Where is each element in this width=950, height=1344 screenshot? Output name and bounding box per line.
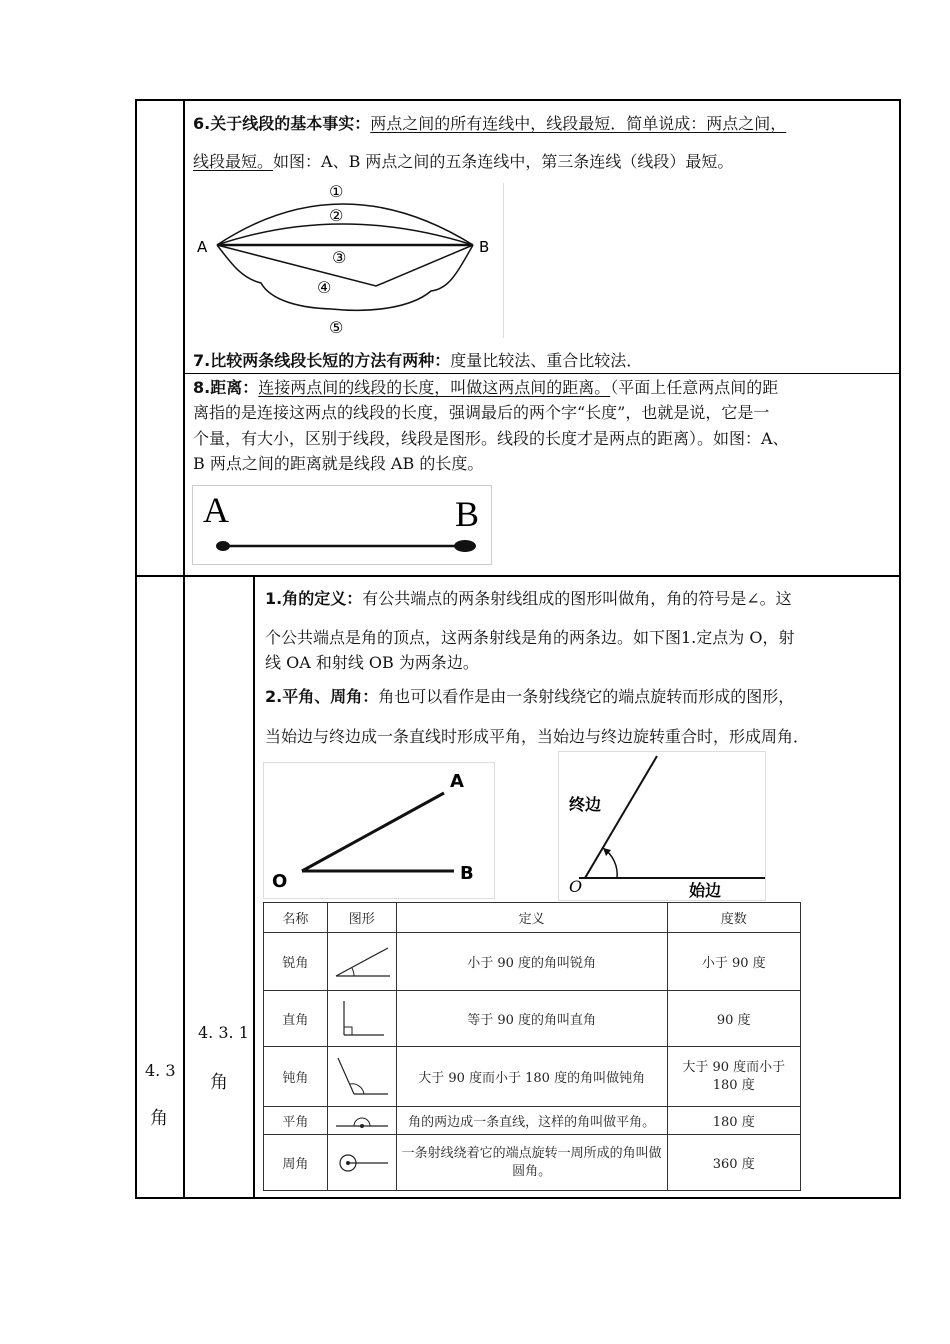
row-name: 周角 bbox=[264, 1135, 328, 1191]
row-name: 平角 bbox=[264, 1107, 328, 1135]
outer-bottom-border bbox=[135, 1197, 901, 1199]
row-degree: 180 度 bbox=[667, 1107, 801, 1135]
angle-aob-figure bbox=[263, 762, 495, 899]
angle-def-line2: 个公共端点是角的顶点，这两条射线是角的两条边。如下图1.定点为 O，射 bbox=[265, 628, 795, 647]
fig6-label-2: ② bbox=[329, 206, 344, 225]
fig6-point-a: A bbox=[197, 238, 208, 256]
acute-angle-icon bbox=[332, 942, 392, 982]
section-6-example: 如图：A、B 两点之间的五条连线中，第三条连线（线段）最短。 bbox=[273, 152, 734, 171]
flat-angle-line1 bbox=[265, 686, 794, 708]
row-divider-section43 bbox=[135, 575, 901, 577]
section-6-title: 6.关于线段的基本事实： bbox=[193, 114, 371, 133]
right-angle-icon bbox=[332, 997, 392, 1041]
table-row bbox=[264, 1107, 801, 1135]
section-6-line2 bbox=[193, 151, 733, 173]
flat-angle-line2: 当始边与终边成一条直线时形成平角，当始边与终边旋转重合时，形成周角． bbox=[265, 727, 810, 746]
header-degree: 度数 bbox=[667, 903, 801, 933]
straight-angle-icon bbox=[332, 1110, 392, 1132]
fig2-terminal-label: 终边 bbox=[569, 795, 602, 814]
angle-table bbox=[263, 902, 801, 1191]
row-degree: 大于 90 度而小于 180 度 bbox=[667, 1047, 801, 1107]
subsection-431-label: 角 bbox=[210, 1072, 228, 1093]
row-name: 钝角 bbox=[264, 1047, 328, 1107]
fig2-initial-label: 始边 bbox=[689, 881, 722, 900]
terminal-side bbox=[585, 756, 657, 878]
five-paths-figure bbox=[191, 183, 504, 338]
row-divider-7-8 bbox=[183, 373, 901, 374]
section-43-label: 角 bbox=[150, 1108, 168, 1129]
col2-divider bbox=[253, 575, 255, 1198]
table-row bbox=[264, 1135, 801, 1191]
angle-def-text1: 有公共端点的两条射线组成的图形叫做角，角的符号是∠。这 bbox=[362, 589, 792, 608]
row-name: 锐角 bbox=[264, 933, 328, 991]
section-8-line1 bbox=[193, 377, 778, 399]
section-43-number: 4. 3 bbox=[145, 1061, 176, 1080]
fig2-origin-label: O bbox=[569, 877, 583, 896]
section-8-definition: 连接两点间的线段的长度，叫做这两点间的距离。 bbox=[258, 378, 611, 397]
section-8-line2: 离指的是连接这两点的线段的长度，强调最后的两个字“长度”，也就是说，它是一 bbox=[193, 403, 770, 422]
angle-def-line1 bbox=[265, 588, 792, 610]
header-shape: 图形 bbox=[327, 903, 396, 933]
subsection-431-number: 4. 3. 1 bbox=[198, 1023, 249, 1042]
outer-left-border bbox=[135, 99, 137, 1199]
outer-top-border bbox=[135, 99, 901, 101]
section-7-title: 7.比较两条线段长短的方法有两种： bbox=[193, 351, 451, 370]
rotating-angle-svg bbox=[559, 752, 765, 900]
obtuse-angle-icon bbox=[332, 1054, 392, 1100]
section-6-line1 bbox=[193, 113, 786, 135]
section-7 bbox=[193, 350, 642, 372]
row-definition: 角的两边成一条直线，这样的角叫做平角。 bbox=[396, 1107, 667, 1135]
row-degree: 小于 90 度 bbox=[667, 933, 801, 991]
table-row bbox=[264, 1047, 801, 1107]
fig6-label-1: ① bbox=[329, 183, 344, 201]
fig1-label-b: B bbox=[460, 863, 474, 884]
path-2-curve bbox=[217, 224, 473, 245]
row-shape bbox=[327, 933, 396, 991]
section-7-text: 度量比较法、重合比较法． bbox=[450, 351, 643, 370]
section-6-fact2: 线段最短。 bbox=[193, 152, 274, 171]
col1-divider bbox=[183, 99, 185, 1199]
header-name: 名称 bbox=[264, 903, 328, 933]
row-degree: 90 度 bbox=[667, 991, 801, 1047]
distance-svg bbox=[193, 486, 491, 564]
section-8-line3: 个量，有大小，区别于线段，线段是图形。线段的长度才是两点的距离）。如图：A、 bbox=[193, 429, 789, 448]
row-definition: 小于 90 度的角叫锐角 bbox=[396, 933, 667, 991]
row-degree: 360 度 bbox=[667, 1135, 801, 1191]
dist-point-a: A bbox=[203, 490, 229, 530]
fig6-label-4: ④ bbox=[317, 278, 332, 297]
row-definition: 大于 90 度而小于 180 度的角叫做钝角 bbox=[396, 1047, 667, 1107]
ray-oa bbox=[302, 793, 444, 871]
dist-endpoint-b bbox=[454, 540, 476, 552]
five-paths-svg bbox=[191, 183, 503, 338]
dist-endpoint-a bbox=[216, 541, 230, 551]
section-8-line1-rest: （平面上任意两点间的距 bbox=[610, 378, 779, 397]
outer-right-border bbox=[899, 99, 901, 1199]
row-name: 直角 bbox=[264, 991, 328, 1047]
rotating-angle-figure bbox=[558, 751, 766, 901]
flat-angle-text1: 角也可以看作是由一条射线绕它的端点旋转而形成的图形， bbox=[378, 687, 795, 706]
row-definition: 等于 90 度的角叫直角 bbox=[396, 991, 667, 1047]
fig6-label-5: ⑤ bbox=[329, 318, 344, 337]
distance-figure bbox=[192, 485, 492, 565]
row-shape bbox=[327, 1135, 396, 1191]
row-definition: 一条射线绕着它的端点旋转一周所成的角叫做圆角。 bbox=[396, 1135, 667, 1191]
header-definition: 定义 bbox=[396, 903, 667, 933]
row-shape bbox=[327, 1047, 396, 1107]
angle-def-title: 1.角的定义： bbox=[265, 589, 363, 608]
fig6-label-3: ③ bbox=[332, 248, 347, 267]
angle-table-header bbox=[264, 903, 801, 933]
dist-point-b: B bbox=[455, 494, 480, 534]
flat-angle-title: 2.平角、周角： bbox=[265, 687, 379, 706]
table-row bbox=[264, 933, 801, 991]
fig1-label-o: O bbox=[272, 871, 288, 892]
fig6-point-b: B bbox=[479, 238, 490, 256]
angle-aob-svg bbox=[264, 763, 494, 898]
row-shape bbox=[327, 991, 396, 1047]
section-6-fact: 两点之间的所有连线中，线段最短．简单说成：两点之间， bbox=[370, 114, 787, 133]
fig1-label-a: A bbox=[450, 771, 464, 792]
row-shape bbox=[327, 1107, 396, 1135]
angle-def-line3: 线 OA 和射线 OB 为两条边。 bbox=[265, 653, 479, 672]
section-8-line4: B 两点之间的距离就是线段 AB 的长度。 bbox=[193, 454, 484, 473]
full-angle-icon bbox=[332, 1146, 392, 1180]
section-8-title: 8.距离： bbox=[193, 378, 259, 397]
table-row bbox=[264, 991, 801, 1047]
